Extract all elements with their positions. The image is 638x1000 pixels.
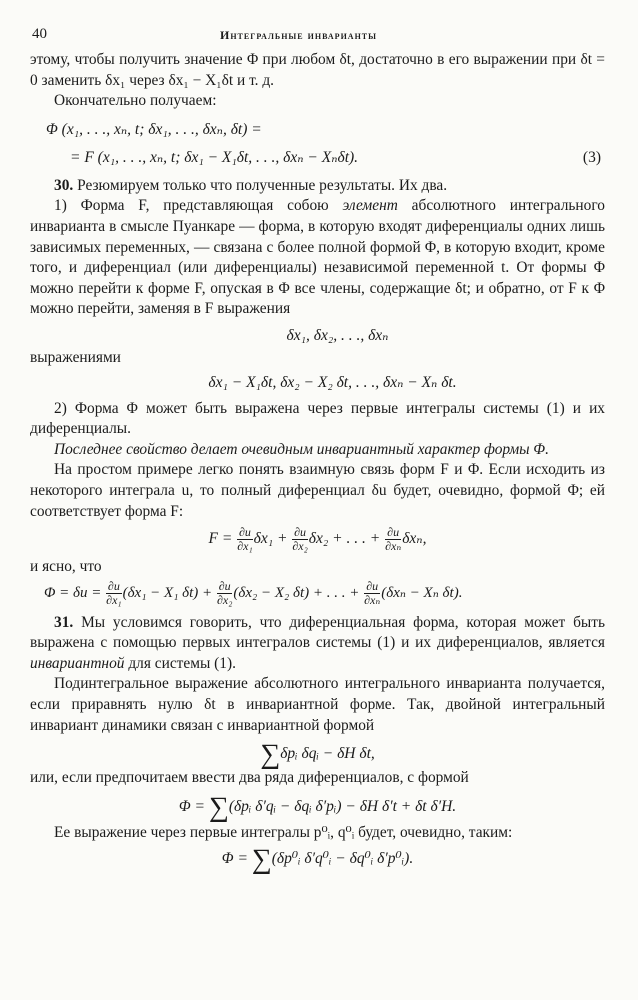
fraction-du-dxn bbox=[385, 526, 401, 553]
paragraph-continuation: этому, чтобы получить значение Φ при любом δt, достаточно в его выражении при δt = 0 заменить δx₁ через δx₁ − X₁δt и т. д. bbox=[30, 51, 605, 89]
frac-den: ∂x₂ bbox=[292, 539, 308, 554]
formula-3-line2 bbox=[70, 146, 605, 170]
frac-num: ∂u bbox=[218, 578, 231, 593]
point-1-text-a: 1) Форма F, представляющая собою bbox=[54, 197, 343, 215]
sum-icon: ∑ bbox=[260, 739, 281, 771]
paragraph-ili: или, если предпочитаем ввести два ряда диференциалов, с формой bbox=[30, 769, 469, 787]
fraction-du-dx1-b bbox=[106, 580, 121, 607]
fraction-du-dx2 bbox=[292, 526, 307, 553]
formula-F-lhs: F = bbox=[208, 530, 233, 548]
formula-sum-3 bbox=[30, 844, 605, 876]
formula-sum-3-body: (δp⁰ᵢ δ′q⁰ᵢ − δq⁰ᵢ δ′p⁰ᵢ). bbox=[271, 850, 414, 868]
paragraph-integrand: Подинтегральное выражение абсолютного интегрального инварианта получается, если приравнять нулю δt в инвариантной форме. Так, двойной интегральный инвариант динамики связан с инвариантной формой bbox=[30, 675, 605, 734]
running-title: Интегральные инварианты bbox=[220, 28, 377, 42]
formula-sum-1 bbox=[30, 739, 605, 771]
frac-num: ∂u bbox=[385, 526, 401, 540]
paragraph-i-jasno: и ясно, что bbox=[30, 558, 102, 576]
formula-sum-2-lhs: Φ = bbox=[178, 797, 205, 815]
formula-Phi-term1: (δx₁ − X₁ δt) + bbox=[122, 584, 213, 601]
frac-num: ∂u bbox=[294, 525, 307, 540]
formula-sum-2 bbox=[30, 791, 605, 823]
formula-F-term3: δxₙ, bbox=[402, 530, 427, 548]
section-number-30: 30. bbox=[54, 176, 74, 194]
page-header bbox=[30, 22, 605, 50]
section-30-point-2: 2) Форма Φ может быть выражена через первые интегралы системы (1) и их диференциалы. bbox=[30, 399, 605, 438]
sum-icon: ∑ bbox=[208, 791, 229, 823]
formula-sum-2-body: (δpᵢ δ′qᵢ − δqᵢ δ′pᵢ) − δH δ′t + δt δ′H. bbox=[228, 797, 457, 815]
section-30-point-1 bbox=[30, 196, 605, 320]
formula-Phi-term3: (δxₙ − Xₙ δt). bbox=[381, 584, 463, 601]
paragraph-expression: Ее выражение через первые интегралы p⁰ᵢ, q⁰ᵢ будет, очевидно, таким: bbox=[54, 823, 513, 841]
section-30-text: Резюмируем только что полученные результаты. Их два. bbox=[73, 176, 448, 194]
fraction-du-dx2-b bbox=[217, 580, 232, 607]
formula-F bbox=[30, 526, 605, 553]
point-1-emphasis: элемент bbox=[342, 197, 398, 215]
fraction-du-dx1 bbox=[237, 526, 252, 553]
formula-Phi-du bbox=[44, 580, 605, 607]
book-page bbox=[30, 22, 605, 876]
section-31-text-a: Мы условимся говорить, что диференциальная форма, которая может быть выражена с помощью первых интегралов системы (1) и их диференциалов, является bbox=[30, 613, 605, 652]
frac-den: ∂xₙ bbox=[364, 592, 381, 607]
section-number-31: 31. bbox=[54, 613, 74, 631]
formula-F-term2: δx₂ + . . . + bbox=[308, 530, 381, 548]
section-31-heading bbox=[30, 613, 605, 675]
frac-num: ∂u bbox=[238, 525, 251, 540]
paragraph-final-result: Окончательно получаем: bbox=[54, 92, 217, 110]
frac-den: ∂x₂ bbox=[216, 592, 233, 607]
frac-num: ∂u bbox=[364, 580, 380, 594]
fraction-du-dxn-b bbox=[364, 580, 380, 607]
frac-den: ∂xₙ bbox=[385, 539, 402, 554]
frac-num: ∂u bbox=[107, 578, 120, 593]
formula-Phi-lhs: Φ = δu = bbox=[44, 584, 102, 601]
formula-3-line1: Φ (x₁, . . ., xₙ, t; δx₁, . . ., δxₙ, δt) = bbox=[46, 120, 262, 138]
formula-F-term1: δx₁ + bbox=[253, 530, 288, 548]
formula-differentials-shifted: δx₁ − X₁δt, δx₂ − X₂ δt, . . ., δxₙ − Xₙ δt. bbox=[208, 373, 457, 391]
formula-sum-3-lhs: Φ = bbox=[221, 850, 248, 868]
frac-den: ∂x₁ bbox=[106, 592, 122, 607]
section-31-emphasis: инвариантной bbox=[30, 654, 125, 672]
point-1-text-b: абсолютного интегрального инварианта в смысле Пуанкаре — форма, в которую входят диференциалы одних лишь зависимых переменных, — связана с более полной формой Φ, в которую входит, кроме того, и диференциал (или диференциалы) независимой переменной t. От формы Φ можно перейти к форме F, опуская в Φ все члены, содержащие δt; и обратно, от F к Φ можно перейти, заменяя в F выражения bbox=[30, 197, 605, 318]
formula-differentials: δx₁, δx₂, . . ., δxₙ bbox=[286, 326, 389, 344]
paragraph-example: На простом примере легко понять взаимную связь форм F и Φ. Если исходить из некоторого интеграла u, то полный диференциал δu будет, очевидно, формой Φ; ей соответствует форма F: bbox=[30, 461, 605, 520]
section-31-text-b: для системы (1). bbox=[124, 654, 236, 672]
section-30-emphasis: Последнее свойство делает очевидным инвариантный характер формы Φ. bbox=[54, 440, 549, 458]
formula-Phi-term2: (δx₂ − X₂ δt) + . . . + bbox=[233, 584, 360, 601]
formula-3-rhs: = F (x₁, . . ., xₙ, t; δx₁ − X₁δt, . . ., δxₙ − Xₙδt). bbox=[70, 148, 359, 166]
page-number: 40 bbox=[32, 26, 47, 42]
formula-sum-1-body: δpᵢ δqᵢ − δH δt, bbox=[280, 745, 375, 763]
equation-number-3: (3) bbox=[582, 148, 601, 166]
paragraph-vyrazheniyami: выражениями bbox=[30, 348, 121, 366]
sum-icon: ∑ bbox=[251, 844, 272, 876]
frac-den: ∂x₁ bbox=[237, 539, 253, 554]
section-30-heading bbox=[30, 176, 605, 197]
